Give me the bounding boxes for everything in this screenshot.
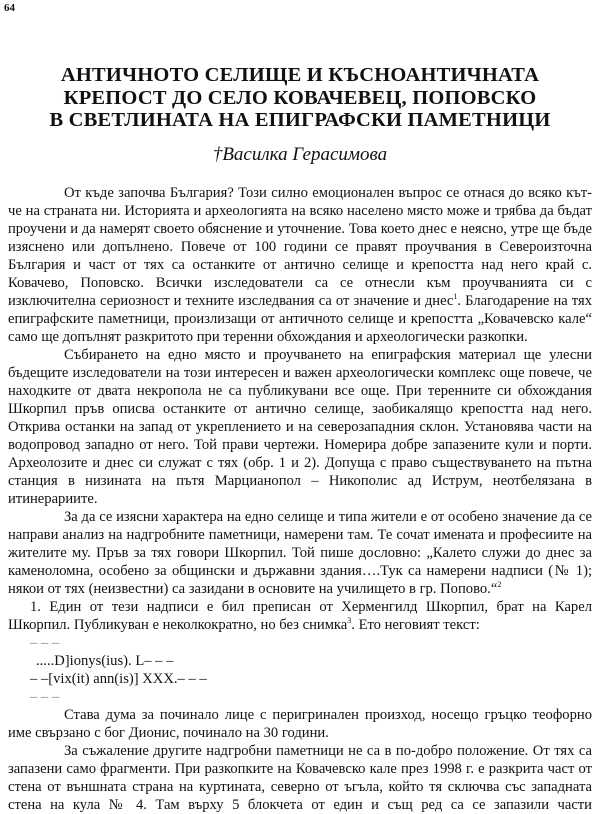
inscription-dash: – – –: [30, 689, 60, 705]
footnote-ref[interactable]: 1: [453, 292, 458, 302]
inscription-line: .....D]ionys(ius). L– – –: [36, 653, 174, 669]
paragraph: За да се изясни характера на едно селище и типа жители е от особено значение да се направи анализ на надгробните паметници, намерени там. Те сочат имената и професиите на жителите му. Пръв за тях говори Шкорпил. Той пише дословно: „Калето служи до днес за каменоломна, особено за общински и държавни здания….Тук са намерени надписи (№ 1); някои от тях (неизвестни) са зазидани в основите на училището в гр. Попово.“$^2$: [8, 509, 592, 597]
title-line: В СВЕТЛИНАТА НА ЕПИГРАФСКИ ПАМЕТНИЦИ: [49, 109, 551, 131]
footnote-ref[interactable]: 2: [497, 580, 502, 590]
footnote-ref[interactable]: 3: [347, 616, 352, 626]
title-line: КРЕПОСТ ДО СЕЛО КОВАЧЕВЕЦ, ПОПОВСКО: [63, 86, 537, 109]
inscription-line: – –[vix(it) ann(is)] XXX.– – –: [30, 671, 207, 687]
inscription-dash: – – –: [30, 635, 60, 651]
title-line: АНТИЧНОТО СЕЛИЩЕ И КЪСНОАНТИЧНАТА: [60, 64, 540, 86]
paragraph: От къде започва България? Този силно емоционален въпрос се отнася до всяко кът-че на страната ни. Историята и археологията на всяко населено място може и трябва да бъдат проучени и да намерят своето обяснение и уточнение. Това което днес е неясно, утре ще бъде изяснено или допълнено. Повече от 100 години се правят проучвания в Североизточна България и част от тях са останките от антично селище и крепостта над него край с. Ковачево, Поповско. Всички изследователи са се отнесли към проучванията си с изключителна сериозност и техните изследвания са от значение и днес$^1$. Благодарение на тях епиграфските паметници, произлизащи от античното селище и крепостта „Ковачевско кале“ само ще допълнят разкритото при теренни обхождания и археологически разкопки.: [8, 185, 593, 345]
inscription-block: [8, 634, 592, 706]
article-body: [8, 184, 592, 814]
author-name: †Василка Герасимова: [212, 144, 388, 165]
paragraph: Събирането на едно място и проучването на епиграфския материал ще улесни бъдещите изследователи на този интересен и важен археологически комплекс още повече, че находките от двата некропола не са публикувани все още. При теренните си обхождания Шкорпил пръв описва останките от антично селище, заобикалящо крепостта над него. Открива останки на запад от укреплението и на северозападния склон. Установява части на водопровод западно от него. Той прави чертежи. Номерира добре запазените кули и порти. Археолозите и днес си служат с тях (обр. 1 и 2). Допуща с право съществуването на пътна станция в низината на пътя Марцианопол – Никополис ад Иструм, неотбелязана в итинерариите.: [8, 347, 592, 507]
paragraph: За съжаление другите надгробни паметници не са в по-добро положение. От тях са запазени само фрагменти. При разкопките на Ковачевско кале през 1998 г. е разкрита част от стена от външната страна на куртината, северно от ъгъла, който тя сключва със западната стена на кула № 4. Там върху 5 блокчета от един и същ ред са се запазили части: [8, 743, 592, 813]
paragraph: 1. Един от тези надписи е бил преписан от Херменгилд Шкорпил, брат на Карел Шкорпил. Публикуван е неколкократно, но без снимка$^3$. Ето неговият текст:: [8, 599, 592, 633]
article-title: [0, 64, 600, 132]
page-number: 64: [4, 2, 15, 14]
paragraph: Става дума за починало лице с перигринален произход, носещо гръцко теофорно име свързано с бог Дионис, починало на 30 години.: [8, 707, 592, 741]
